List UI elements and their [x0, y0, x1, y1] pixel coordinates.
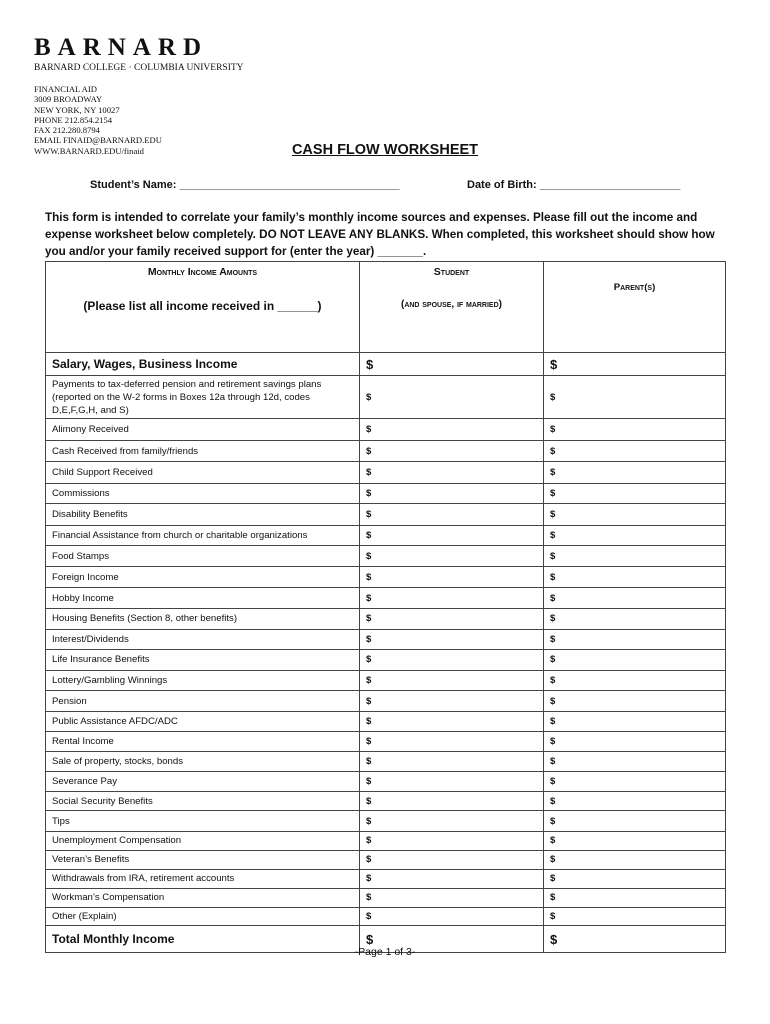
total-label: Total Monthly Income — [46, 926, 360, 953]
income-label: Tips — [46, 811, 360, 831]
parent-amount-field[interactable]: $ — [544, 376, 726, 419]
student-amount-field[interactable]: $ — [360, 670, 544, 691]
parent-amount-field[interactable]: $ — [544, 811, 726, 831]
college-subtitle: BARNARD COLLEGE · COLUMBIA UNIVERSITY — [34, 63, 244, 73]
student-amount-field[interactable]: $ — [360, 525, 544, 546]
barnard-logo: BARNARD — [34, 34, 208, 61]
income-label: Other (Explain) — [46, 907, 360, 926]
income-label: Cash Received from family/friends — [46, 440, 360, 462]
table-row — [46, 462, 726, 483]
parent-amount-field[interactable]: $ — [544, 588, 726, 609]
student-header-cell — [360, 262, 544, 353]
income-label: Commissions — [46, 483, 360, 504]
table-row — [46, 546, 726, 567]
parent-amount-field[interactable]: $ — [544, 751, 726, 771]
parent-amount-field[interactable]: $ — [544, 851, 726, 870]
student-amount-field[interactable]: $ — [360, 869, 544, 888]
income-label: Foreign Income — [46, 567, 360, 588]
income-label: Social Security Benefits — [46, 791, 360, 811]
income-label: Life Insurance Benefits — [46, 650, 360, 671]
table-row — [46, 629, 726, 650]
form-instructions: This form is intended to correlate your family’s monthly income sources and expenses. Please fill out the income and expense worksheet below completely. DO NOT LEAVE ANY BLANKS. When completed, this worksheet should show how you and/or your family received support for (enter the year) _______. — [45, 211, 715, 258]
date-of-birth-field[interactable]: Date of Birth: _______________________ — [467, 179, 681, 191]
income-label: Hobby Income — [46, 588, 360, 609]
student-amount-field[interactable]: $ — [360, 440, 544, 462]
income-label: Workman’s Compensation — [46, 888, 360, 907]
table-row — [46, 831, 726, 851]
table-row — [46, 376, 726, 419]
table-row — [46, 419, 726, 441]
table-row — [46, 567, 726, 588]
income-label: Disability Benefits — [46, 504, 360, 525]
table-row — [46, 851, 726, 870]
student-amount-field[interactable]: $ — [360, 907, 544, 926]
table-row — [46, 504, 726, 525]
student-amount-field[interactable]: $ — [360, 851, 544, 870]
income-label: Unemployment Compensation — [46, 831, 360, 851]
table-row — [46, 888, 726, 907]
income-label: Veteran’s Benefits — [46, 851, 360, 870]
income-table — [45, 261, 726, 953]
parent-amount-field[interactable]: $ — [544, 670, 726, 691]
student-amount-field[interactable]: $ — [360, 483, 544, 504]
student-amount-field[interactable]: $ — [360, 353, 544, 376]
table-row — [46, 440, 726, 462]
parent-amount-field[interactable]: $ — [544, 483, 726, 504]
parent-amount-field[interactable]: $ — [544, 711, 726, 731]
parent-amount-field[interactable]: $ — [544, 791, 726, 811]
income-label: Sale of property, stocks, bonds — [46, 751, 360, 771]
student-amount-field[interactable]: $ — [360, 711, 544, 731]
address-line: FINANCIAL AID — [34, 84, 97, 94]
form-title: CASH FLOW WORKSHEET — [291, 142, 479, 158]
table-row — [46, 711, 726, 731]
parent-amount-field[interactable]: $ — [544, 546, 726, 567]
parent-amount-field[interactable]: $ — [544, 462, 726, 483]
parent-amount-field[interactable]: $ — [544, 869, 726, 888]
student-amount-field[interactable]: $ — [360, 504, 544, 525]
table-row — [46, 691, 726, 711]
table-row — [46, 907, 726, 926]
income-label: Financial Assistance from church or charitable organizations — [46, 525, 360, 546]
parent-amount-field[interactable]: $ — [544, 650, 726, 671]
income-label: Severance Pay — [46, 771, 360, 791]
parent-amount-field[interactable]: $ — [544, 567, 726, 588]
parent-amount-field[interactable]: $ — [544, 907, 726, 926]
student-header-title: Student — [433, 266, 470, 278]
table-row — [46, 791, 726, 811]
table-row — [46, 650, 726, 671]
table-row — [46, 751, 726, 771]
parent-amount-field[interactable]: $ — [544, 504, 726, 525]
parent-amount-field[interactable]: $ — [544, 731, 726, 751]
income-header-title: Monthly Income Amounts — [147, 266, 258, 278]
table-row — [46, 670, 726, 691]
table-row — [46, 609, 726, 630]
address-line: NEW YORK, NY 10027 — [34, 104, 120, 115]
student-header-note: (and spouse, if married) — [400, 299, 502, 310]
parent-amount-field[interactable]: $ — [544, 629, 726, 650]
table-row — [46, 588, 726, 609]
student-amount-field[interactable]: $ — [360, 376, 544, 419]
address-line: FAX 212.280.8794 — [34, 125, 100, 136]
income-label: Lottery/Gambling Winnings — [46, 670, 360, 691]
parent-header-cell: Parent(s) — [544, 262, 726, 353]
income-label: Food Stamps — [46, 546, 360, 567]
address-line: EMAIL FINAID@BARNARD.EDU — [34, 135, 162, 146]
table-row — [46, 731, 726, 751]
table-row — [46, 525, 726, 546]
income-label: Payments to tax-deferred pension and retirement savings plans (reported on the W-2 forms in Boxes 12a through 12d, codes D,E,F,G,H, and S) — [46, 376, 360, 419]
parent-amount-field[interactable]: $ — [544, 419, 726, 441]
income-label: Withdrawals from IRA, retirement accounts — [46, 869, 360, 888]
income-label: Interest/Dividends — [46, 629, 360, 650]
student-amount-field[interactable]: $ — [360, 888, 544, 907]
student-total-field[interactable]: $ — [360, 926, 544, 953]
student-amount-field[interactable]: $ — [360, 462, 544, 483]
table-header-row — [46, 262, 726, 353]
income-label: Child Support Received — [46, 462, 360, 483]
student-amount-field[interactable]: $ — [360, 691, 544, 711]
income-label: Rental Income — [46, 731, 360, 751]
table-row — [46, 811, 726, 831]
student-name-field[interactable]: Student’s Name: ____________________________________ — [90, 179, 400, 191]
parent-amount-field[interactable]: $ — [544, 609, 726, 630]
student-amount-field[interactable]: $ — [360, 771, 544, 791]
parent-amount-field[interactable]: $ — [544, 888, 726, 907]
income-label: Public Assistance AFDC/ADC — [46, 711, 360, 731]
student-amount-field[interactable]: $ — [360, 588, 544, 609]
address-line: 3009 BROADWAY — [34, 94, 103, 105]
student-amount-field[interactable]: $ — [360, 751, 544, 771]
table-row — [46, 869, 726, 888]
parent-amount-field[interactable]: $ — [544, 440, 726, 462]
table-row — [46, 353, 726, 376]
page-number: -Page 1 of 3- — [354, 946, 416, 958]
address-line: PHONE 212.854.2154 — [34, 114, 113, 125]
student-amount-field[interactable]: $ — [360, 731, 544, 751]
student-amount-field[interactable]: $ — [360, 791, 544, 811]
parent-amount-field[interactable]: $ — [544, 831, 726, 851]
table-row — [46, 483, 726, 504]
income-label: Housing Benefits (Section 8, other benefits) — [46, 609, 360, 630]
address-line: WWW.BARNARD.EDU/finaid — [34, 145, 144, 156]
student-amount-field[interactable]: $ — [360, 811, 544, 831]
income-header-cell — [46, 262, 360, 353]
table-row — [46, 771, 726, 791]
parent-amount-field[interactable]: $ — [544, 353, 726, 376]
income-label: Pension — [46, 691, 360, 711]
student-amount-field[interactable]: $ — [360, 609, 544, 630]
parent-amount-field[interactable]: $ — [544, 525, 726, 546]
student-amount-field[interactable]: $ — [360, 650, 544, 671]
parent-amount-field[interactable]: $ — [544, 691, 726, 711]
student-amount-field[interactable]: $ — [360, 567, 544, 588]
parent-total-field[interactable]: $ — [544, 926, 726, 953]
income-header-period: (Please list all income received in ______) — [83, 299, 322, 313]
income-label: Alimony Received — [46, 419, 360, 441]
student-amount-field[interactable]: $ — [360, 629, 544, 650]
student-amount-field[interactable]: $ — [360, 546, 544, 567]
student-amount-field[interactable]: $ — [360, 419, 544, 441]
parent-amount-field[interactable]: $ — [544, 771, 726, 791]
income-label: Salary, Wages, Business Income — [46, 353, 360, 376]
student-amount-field[interactable]: $ — [360, 831, 544, 851]
